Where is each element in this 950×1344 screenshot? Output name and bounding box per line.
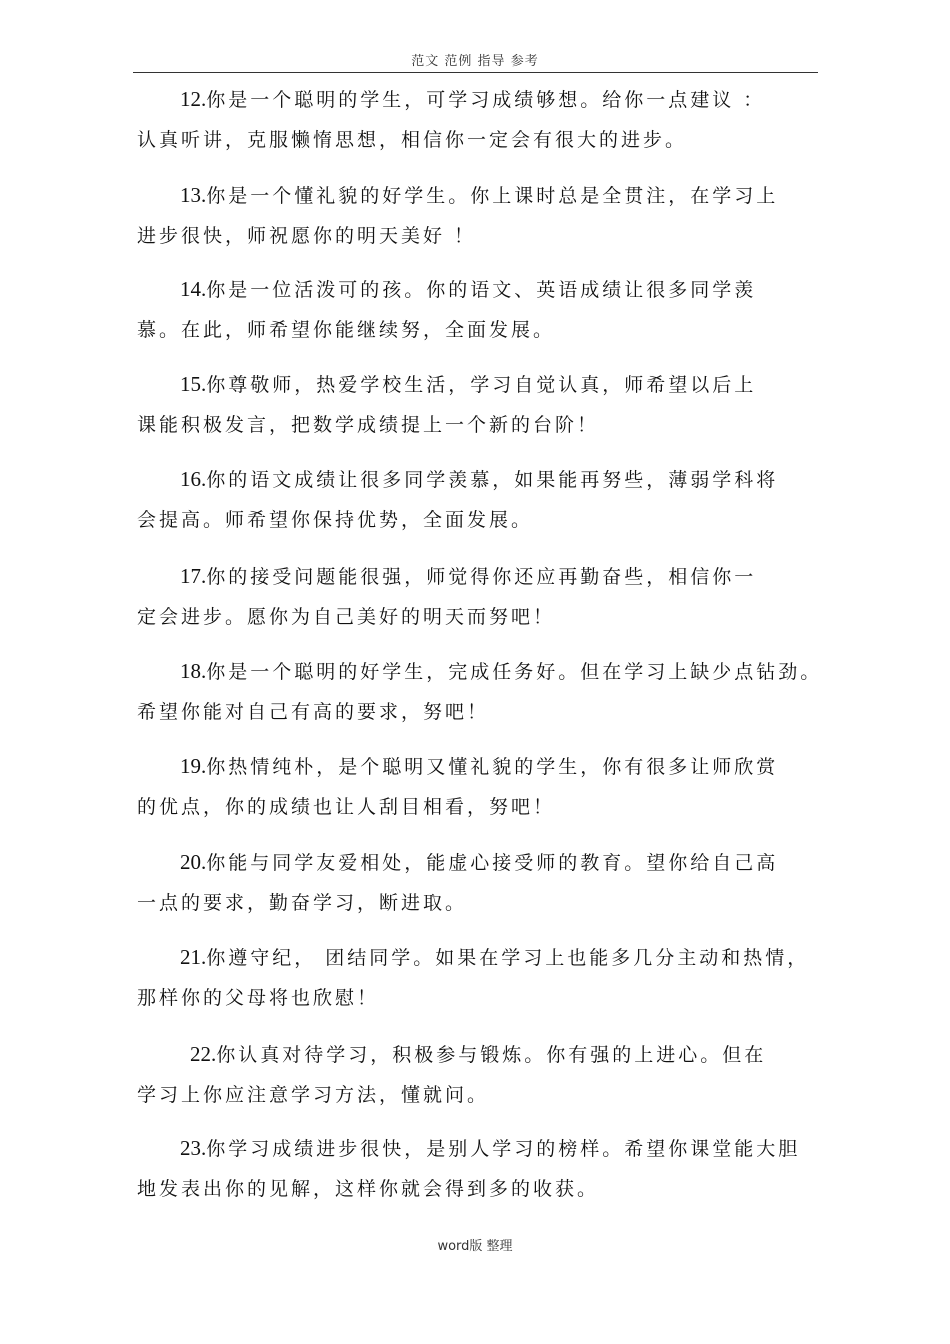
comment-number: 13. (180, 183, 207, 207)
comment-text: 你热情纯朴，是个聪明又懂礼貌的学生，你有很多让师欣赏 (206, 756, 779, 778)
comment-line-1 (180, 944, 809, 971)
comment-text: 你是一个懂礼貌的好学生。你上课时总是全贯注，在学习上 (206, 185, 779, 207)
comment-line-2: 学习上你应注意学习方法，懂就问。 (137, 1084, 490, 1106)
comment-line-2: 课能积极发言，把数学成绩提上一个新的台阶！ (137, 414, 600, 436)
comment-line-2: 会提高。师希望你保持优势，全面发展。 (137, 509, 534, 531)
comment-text: 你尊敬师，热爱学校生活，学习自觉认真，师希望以后上 (206, 374, 757, 396)
comment-number: 23. (180, 1136, 207, 1160)
comment-line-2: 地发表出你的见解，这样你就会得到多的收获。 (137, 1178, 600, 1200)
comment-number: 19. (180, 754, 207, 778)
comment-number: 14. (180, 277, 207, 301)
page-footer: word版 整理 (437, 1239, 513, 1254)
page-header: 范文 范例 指导 参考 (411, 54, 539, 69)
comment-number: 15. (180, 372, 207, 396)
comment-text: 你能与同学友爱相处，能虚心接受师的教育。望你给自己高 (206, 852, 779, 874)
comment-line-1 (180, 753, 778, 780)
comment-number: 16. (180, 467, 207, 491)
comment-line-1 (180, 658, 822, 685)
comment-line-2: 的优点，你的成绩也让人刮目相看，努吧！ (137, 796, 556, 818)
comment-line-1 (180, 1135, 800, 1162)
comment-line-1 (180, 466, 778, 493)
comment-text: 你学习成绩进步很快，是别人学习的榜样。希望你课堂能大胆 (206, 1138, 801, 1160)
comment-number: 17. (180, 564, 207, 588)
comment-text: 你的语文成绩让很多同学羡慕，如果能再努些，薄弱学科将 (206, 469, 779, 491)
comment-number: 22. (190, 1042, 217, 1066)
comment-line-2: 认真听讲，克服懒惰思想，相信你一定会有很大的进步。 (137, 129, 688, 151)
comment-number: 21. (180, 945, 207, 969)
comment-text: 你遵守纪， 团结同学。如果在学习上也能多几分主动和热情， (206, 947, 810, 969)
comment-line-1 (180, 182, 778, 209)
comment-text: 你的接受问题能很强，师觉得你还应再勤奋些，相信你一 (206, 566, 757, 588)
comment-line-1 (180, 371, 756, 398)
comment-line-1 (180, 563, 756, 590)
comment-text: 你是一个聪明的好学生，完成任务好。但在学习上缺少点钻劲。 (206, 661, 823, 683)
comment-text: 你是一个聪明的学生，可学习成绩够想。给你一点建议 ： (206, 89, 766, 111)
comment-line-2: 那样你的父母将也欣慰！ (137, 987, 380, 1009)
comment-number: 12. (180, 87, 207, 111)
comment-number: 18. (180, 659, 207, 683)
comment-line-2: 希望你能对自己有高的要求，努吧！ (137, 701, 490, 723)
comment-line-2: 慕。在此，师希望你能继续努，全面发展。 (137, 319, 556, 341)
comment-text: 你认真对待学习，积极参与锻炼。你有强的上进心。但在 (216, 1044, 767, 1066)
comment-line-1 (180, 86, 765, 113)
comment-line-2: 进步很快，师祝愿你的明天美好 ！ (137, 225, 477, 247)
comment-line-2: 一点的要求，勤奋学习，断进取。 (137, 892, 468, 914)
comment-line-1 (180, 849, 778, 876)
comment-line-1 (180, 276, 756, 303)
comment-text: 你是一位活泼可的孩。你的语文、英语成绩让很多同学羡 (206, 279, 757, 301)
comment-number: 20. (180, 850, 207, 874)
comment-line-1 (190, 1041, 766, 1068)
comment-line-2: 定会进步。愿你为自己美好的明天而努吧！ (137, 606, 556, 628)
